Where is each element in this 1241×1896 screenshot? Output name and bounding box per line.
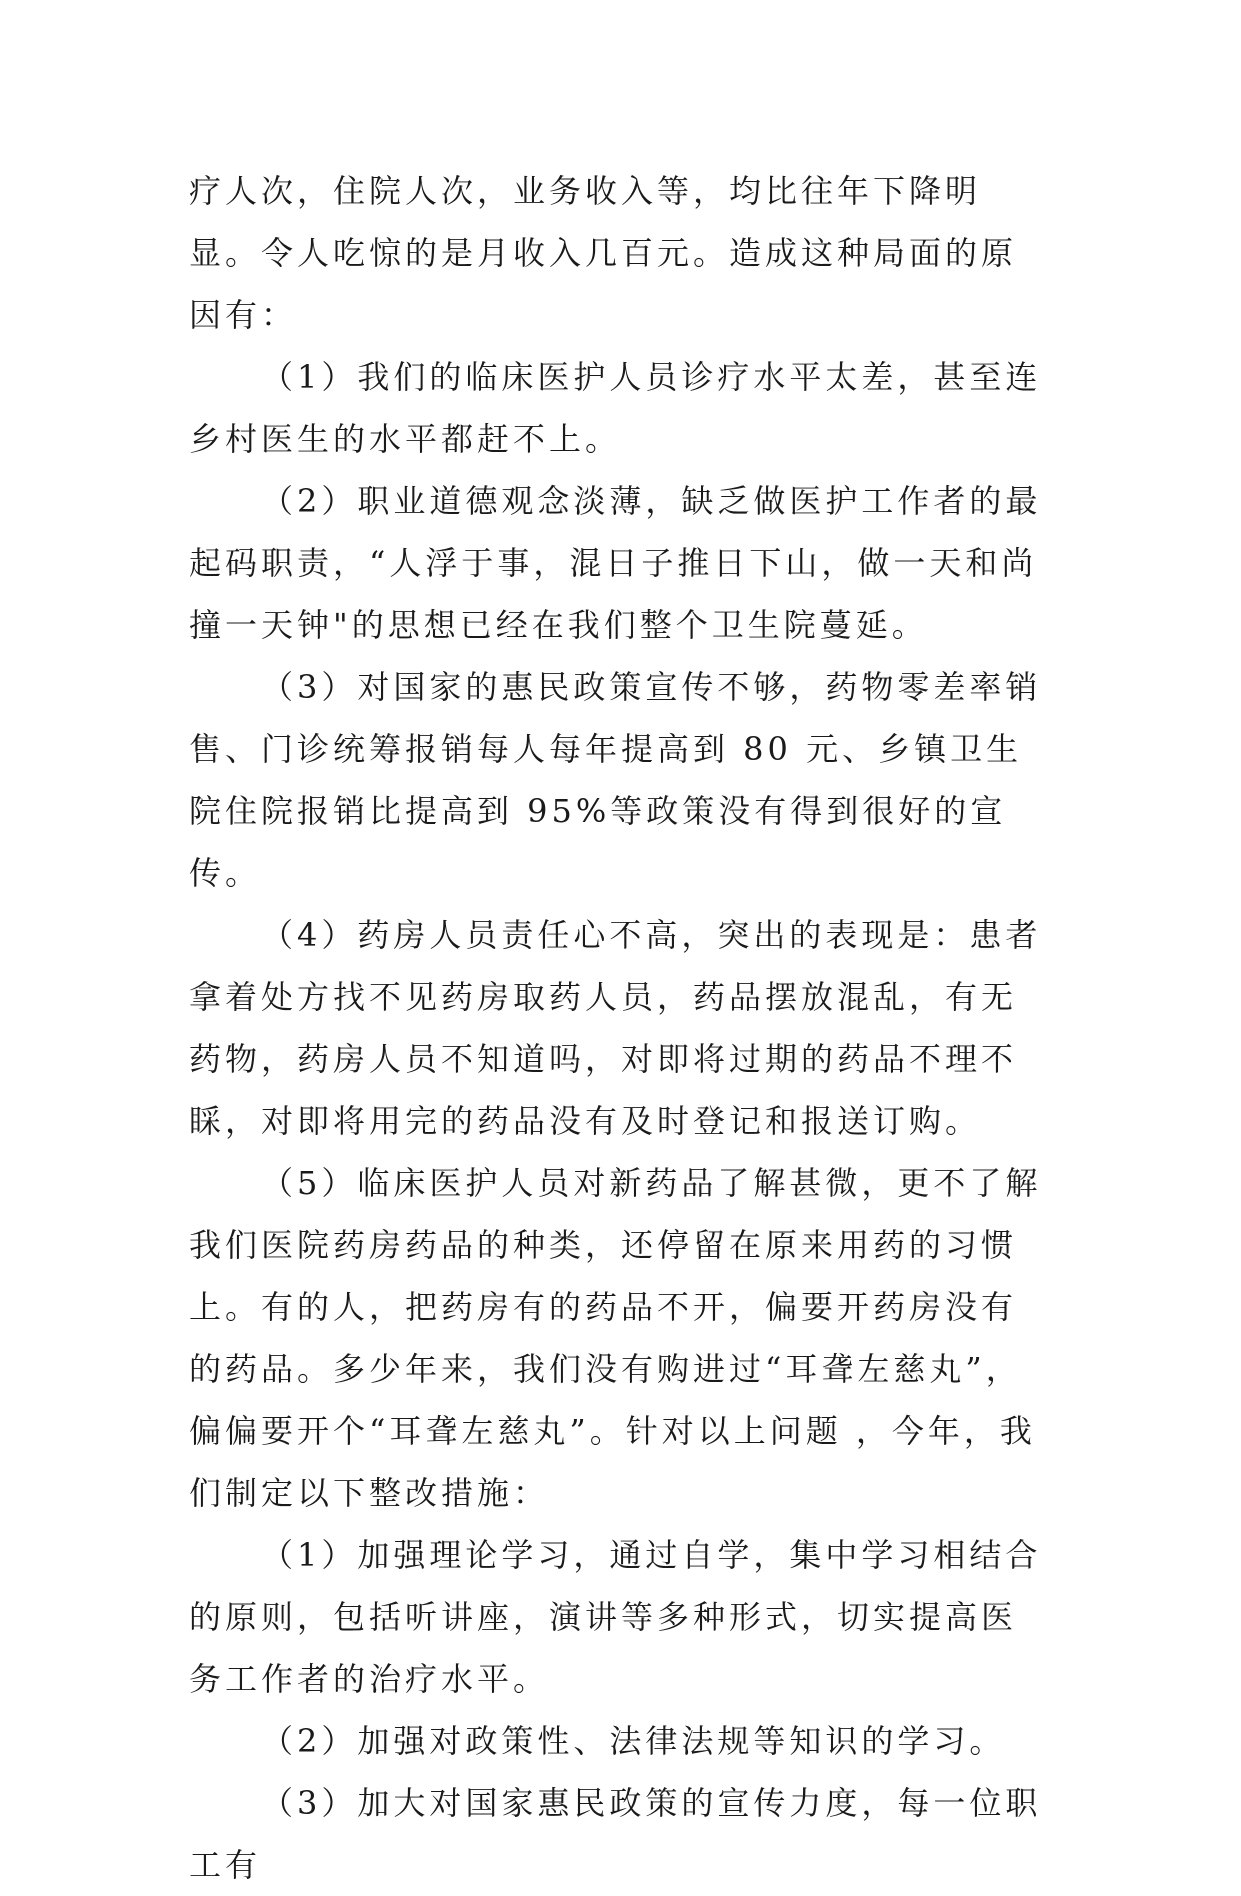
document-body	[189, 160, 1051, 1896]
paragraph-6: （5）临床医护人员对新药品了解甚微，更不了解我们医院药房药品的种类，还停留在原来用药的习惯上。有的人，把药房有的药品不开，偏要开药房没有的药品。多少年来，我们没有购进过“耳聋左慈丸”，偏偏要开个“耳聋左慈丸”。针对以上问题 ，今年，我们制定以下整改措施：	[189, 1164, 1042, 1512]
paragraph-5: （4）药房人员责任心不高，突出的表现是：患者拿着处方找不见药房取药人员，药品摆放混乱，有无药物，药房人员不知道吗，对即将过期的药品不理不睬，对即将用完的药品没有及时登记和报送订购。	[189, 916, 1042, 1140]
paragraph-4: （3）对国家的惠民政策宣传不够，药物零差率销售、门诊统筹报销每人每年提高到 80 元、乡镇卫生院住院报销比提高到 95%等政策没有得到很好的宣传。	[189, 668, 1042, 892]
paragraph-8: （2）加强对政策性、法律法规等知识的学习。	[261, 1722, 1006, 1760]
paragraph-1: 疗人次，住院人次，业务收入等，均比往年下降明显。令人吃惊的是月收入几百元。造成这种局面的原因有：	[189, 172, 1018, 334]
paragraph-2: （1）我们的临床医护人员诊疗水平太差，甚至连乡村医生的水平都赶不上。	[189, 358, 1042, 458]
paragraph-3: （2）职业道德观念淡薄，缺乏做医护工作者的最起码职责，“人浮于事，混日子推日下山，做一天和尚撞一天钟"的思想已经在我们整个卫生院蔓延。	[189, 482, 1042, 644]
paragraph-9: （3）加大对国家惠民政策的宣传力度，每一位职工有	[189, 1784, 1042, 1884]
paragraph-7: （1）加强理论学习，通过自学，集中学习相结合的原则，包括听讲座，演讲等多种形式，切实提高医务工作者的治疗水平。	[189, 1536, 1042, 1698]
